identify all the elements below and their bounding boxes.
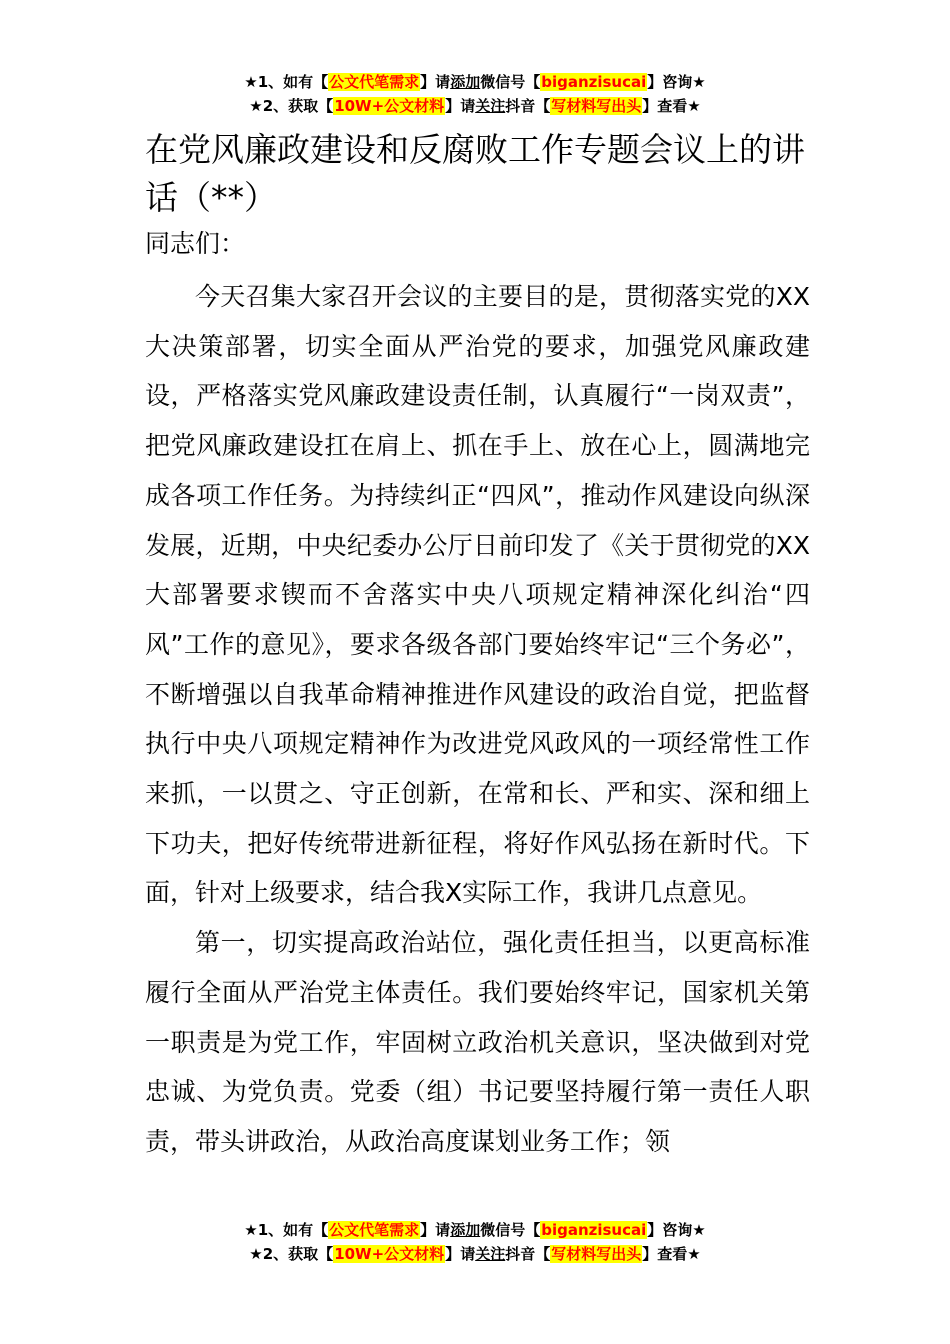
- document-body: [145, 272, 810, 1167]
- salutation: 同志们：: [145, 229, 246, 258]
- promo-line-2: ★2、获取【10W+公文材料】请关注抖音【写材料写出头】查看★: [249, 1245, 701, 1263]
- promo-line-2: ★2、获取【10W+公文材料】请关注抖音【写材料写出头】查看★: [249, 97, 701, 115]
- promo-line-1: ★1、如有【公文代笔需求】请添加微信号【biganzisucai】咨询★: [244, 73, 706, 91]
- paragraph: 第一，切实提高政治站位，强化责任担当，以更高标准履行全面从严治党主体责任。我们要始终牢记，国家机关第一职责是为党工作，牢固树立政治机关意识，坚决做到对党忠诚、为党负责。党委（组）书记要坚持履行第一责任人职责，带头讲政治，从政治高度谋划业务工作；领: [145, 928, 810, 1156]
- promo-highlight: biganzisucai: [541, 1221, 647, 1239]
- promo-highlight: 写材料写出头: [551, 1245, 642, 1263]
- promo-highlight: 10W+公文材料: [334, 97, 445, 115]
- promo-highlight: 公文代笔需求: [329, 73, 420, 91]
- promo-highlight: 10W+公文材料: [334, 1245, 445, 1263]
- promo-line-1: ★1、如有【公文代笔需求】请添加微信号【biganzisucai】咨询★: [244, 1221, 706, 1239]
- promo-banner-bottom: [0, 1218, 950, 1266]
- paragraph: 今天召集大家召开会议的主要目的是，贯彻落实党的XX大决策部署，切实全面从严治党的要求，加强党风廉政建设，严格落实党风廉政建设责任制，认真履行“一岗双责”，把党风廉政建设扛在肩上、抓在手上、放在心上，圆满地完成各项工作任务。为持续纠正“四风”，推动作风建设向纵深发展，近期，中央纪委办公厅日前印发了《关于贯彻党的XX大部署要求锲而不舍落实中央八项规定精神深化纠治“四风”工作的意见》，要求各级各部门要始终牢记“三个务必”，不断增强以自我革命精神推进作风建设的政治自觉，把监督执行中央八项规定精神作为改进党风政风的一项经常性工作来抓，一以贯之、守正创新，在常和长、严和实、深和细上下功夫，把好传统带进新征程，将好作风弘扬在新时代。下面，针对上级要求，结合我X实际工作，我讲几点意见。: [145, 282, 810, 908]
- promo-highlight: biganzisucai: [541, 73, 647, 91]
- promo-highlight: 写材料写出头: [551, 97, 642, 115]
- promo-highlight: 公文代笔需求: [329, 1221, 420, 1239]
- promo-banner-top: [0, 70, 950, 118]
- document-title: 在党风廉政建设和反腐败工作专题会议上的讲话（**）: [145, 130, 805, 217]
